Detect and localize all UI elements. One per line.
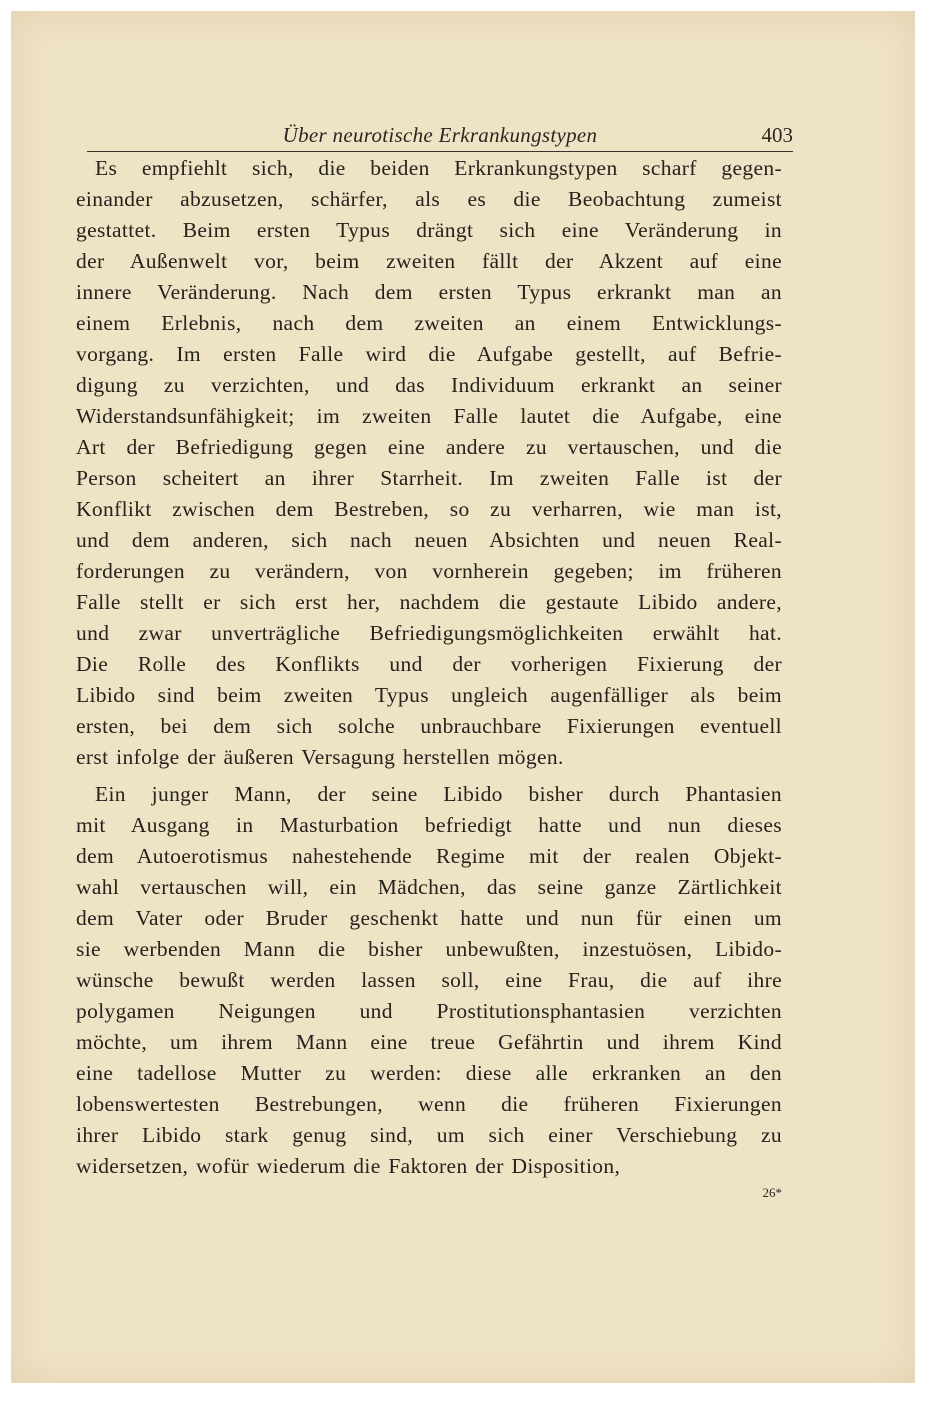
text-line: einander abzusetzen, schärfer, als es die Beobachtung zumeist [76,187,782,211]
text-line: mit Ausgang in Masturbation befriedigt hatte und nun dieses [76,813,782,837]
text-line: der Außenwelt vor, beim zweiten fällt der Akzent auf eine [76,249,782,273]
text-line: vorgang. Im ersten Falle wird die Aufgabe gestellt, auf Befrie- [76,342,782,366]
text-line: eine tadellose Mutter zu werden: diese alle erkranken an den [76,1061,782,1085]
text-line: erst infolge der äußeren Versagung herstellen mögen. [76,745,564,769]
text-line: Libido sind beim zweiten Typus ungleich augenfälliger als beim [76,683,782,707]
text-line: forderungen zu verändern, von vornherein gegeben; im früheren [76,559,782,583]
page-header [87,121,793,152]
text-line: Widerstandsunfähigkeit; im zweiten Falle lautet die Aufgabe, eine [76,404,782,428]
paragraph [76,779,782,1182]
body-text [76,153,782,1182]
text-line: gestattet. Beim ersten Typus drängt sich eine Veränderung in [76,218,782,242]
signature-mark: 26* [762,1185,782,1200]
text-line: Falle stellt er sich erst her, nachdem die gestaute Libido andere, [76,590,782,614]
text-line: sie werbenden Mann die bisher unbewußten, inzestuösen, Libido- [76,937,782,961]
text-line: lobenswertesten Bestrebungen, wenn die früheren Fixierungen [76,1092,782,1116]
text-line: und zwar unverträgliche Befriedigungsmöglichkeiten erwählt hat. [76,621,782,645]
page-number: 403 [761,123,793,147]
running-title: Über neurotische Erkrankungstypen [282,123,598,147]
text-line: möchte, um ihrem Mann eine treue Gefährtin und ihrem Kind [76,1030,782,1054]
text-line: Art der Befriedigung gegen eine andere zu vertauschen, und die [76,435,782,459]
text-line: und dem anderen, sich nach neuen Absichten und neuen Real- [76,528,782,552]
text-line: innere Veränderung. Nach dem ersten Typus erkrankt man an [76,280,782,304]
text-line: einem Erlebnis, nach dem zweiten an einem Entwicklungs- [76,311,782,335]
text-line: Es empfiehlt sich, die beiden Erkrankungstypen scharf gegen- [95,156,782,180]
text-line: dem Autoerotismus nahestehende Regime mit der realen Objekt- [76,844,782,868]
text-line: digung zu verzichten, und das Individuum erkrankt an seiner [76,373,782,397]
text-line: wahl vertauschen will, ein Mädchen, das seine ganze Zärtlichkeit [76,875,782,899]
text-line: Die Rolle des Konflikts und der vorherigen Fixierung der [76,652,782,676]
text-line: Konflikt zwischen dem Bestreben, so zu verharren, wie man ist, [76,497,782,521]
text-line: wünsche bewußt werden lassen soll, eine Frau, die auf ihre [76,968,782,992]
text-line: polygamen Neigungen und Prostitutionsphantasien verzichten [76,999,782,1023]
text-line: widersetzen, wofür wiederum die Faktoren der Disposition, [76,1154,621,1178]
text-line: ersten, bei dem sich solche unbrauchbare Fixierungen eventuell [76,714,782,738]
text-line: Ein junger Mann, der seine Libido bisher durch Phantasien [95,782,782,806]
text-line: dem Vater oder Bruder geschenkt hatte und nun für einen um [76,906,782,930]
paragraph [76,153,782,773]
text-line: Person scheitert an ihrer Starrheit. Im zweiten Falle ist der [76,466,782,490]
text-line: ihrer Libido stark genug sind, um sich einer Verschiebung zu [76,1123,782,1147]
